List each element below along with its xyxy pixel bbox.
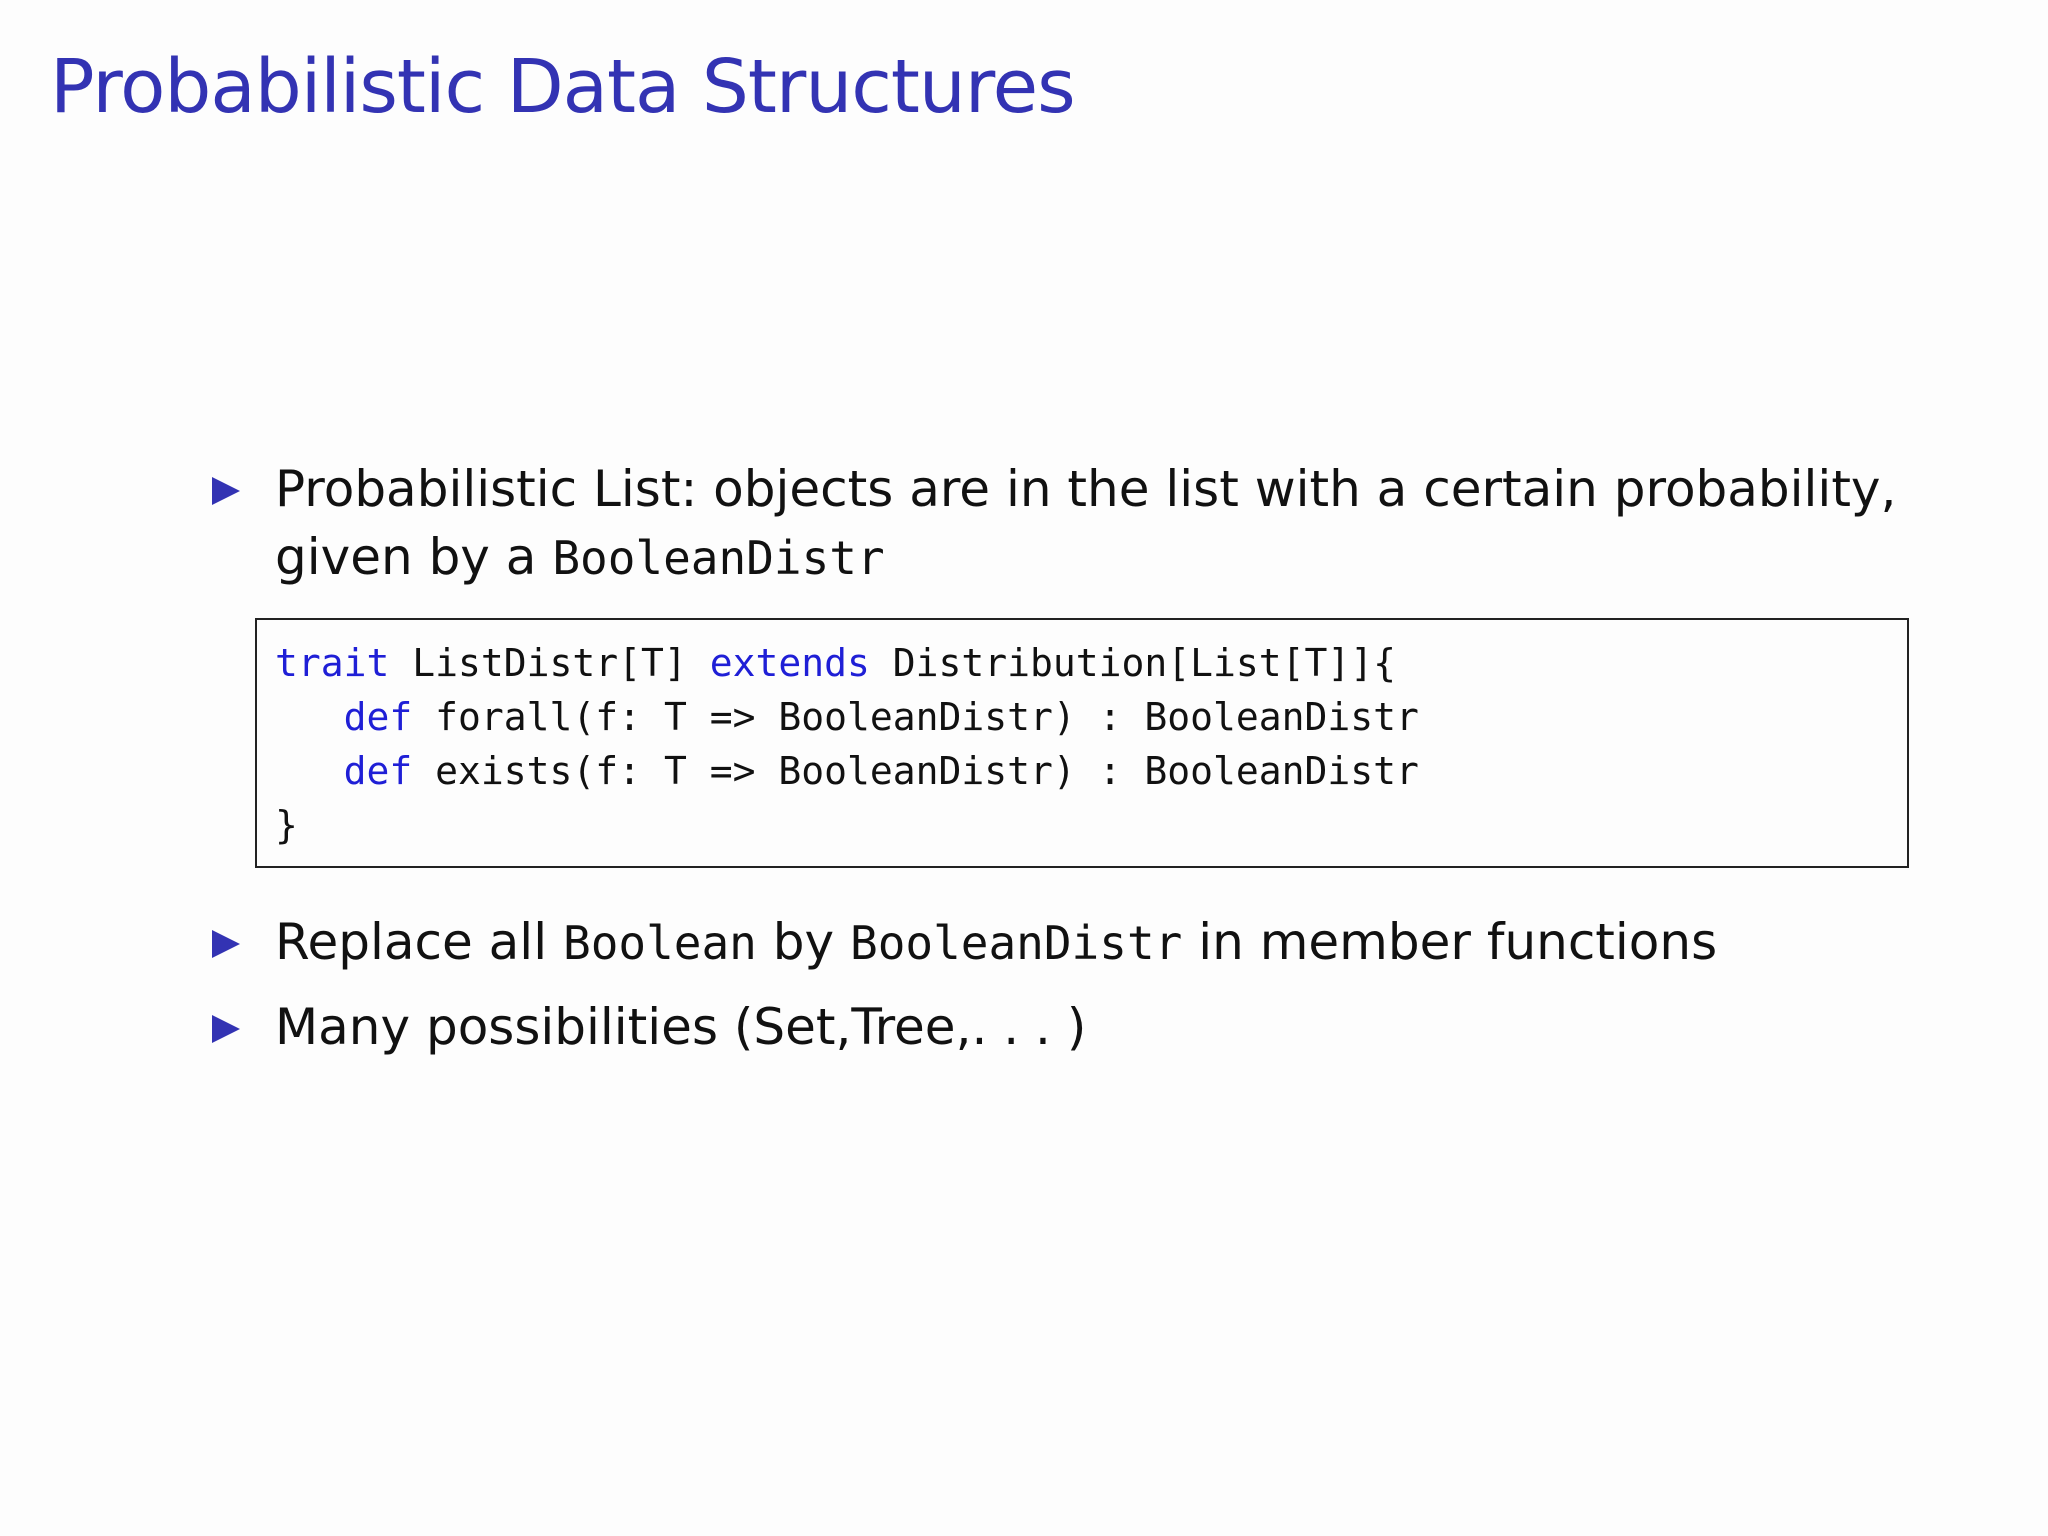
code-block bbox=[255, 618, 1909, 868]
code-text: forall(f: T => BooleanDistr) : BooleanDistr bbox=[412, 695, 1419, 739]
code-text: exists(f: T => BooleanDistr) : BooleanDistr bbox=[412, 749, 1419, 793]
slide-content bbox=[212, 455, 1912, 1061]
bullet-text-line bbox=[275, 455, 1912, 523]
inline-code: BooleanDistr bbox=[552, 531, 885, 585]
inline-code: BooleanDistr bbox=[850, 916, 1183, 970]
bullet-item-many-possibilities bbox=[212, 993, 1912, 1061]
code-line bbox=[275, 744, 1889, 798]
code-line bbox=[275, 690, 1889, 744]
code-line bbox=[275, 798, 1889, 852]
code-keyword: def bbox=[343, 695, 413, 739]
code-keyword: def bbox=[343, 749, 413, 793]
bullet-text-line bbox=[275, 523, 1912, 592]
bullet-text-line bbox=[275, 993, 1912, 1061]
bullet-triangle-icon bbox=[212, 477, 240, 505]
slide-title: Probabilistic Data Structures bbox=[50, 44, 1075, 130]
code-text: ListDistr[T] bbox=[389, 641, 710, 685]
bullet-text: Probabilistic List: objects are in the list with a certain probability, bbox=[275, 460, 1897, 518]
inline-code: Boolean bbox=[563, 916, 757, 970]
bullet-triangle-icon bbox=[212, 1015, 240, 1043]
bullet-text-line bbox=[275, 908, 1912, 977]
bullet-item-probabilistic-list bbox=[212, 455, 1912, 592]
code-indent bbox=[275, 695, 344, 739]
bullet-text: in member functions bbox=[1182, 913, 1718, 971]
bullet-item-replace-boolean bbox=[212, 908, 1912, 977]
bullet-text: Replace all bbox=[275, 913, 563, 971]
code-indent bbox=[275, 749, 344, 793]
code-keyword: extends bbox=[709, 641, 870, 685]
bullet-triangle-icon bbox=[212, 930, 240, 958]
bullet-text: by bbox=[756, 913, 850, 971]
code-keyword: trait bbox=[275, 641, 390, 685]
bullet-text: Many possibilities (Set,Tree,. . . ) bbox=[275, 998, 1087, 1056]
code-line bbox=[275, 636, 1889, 690]
code-text: } bbox=[275, 803, 298, 847]
bullet-text: given by a bbox=[275, 528, 553, 586]
code-text: Distribution[List[T]]{ bbox=[869, 641, 1397, 685]
